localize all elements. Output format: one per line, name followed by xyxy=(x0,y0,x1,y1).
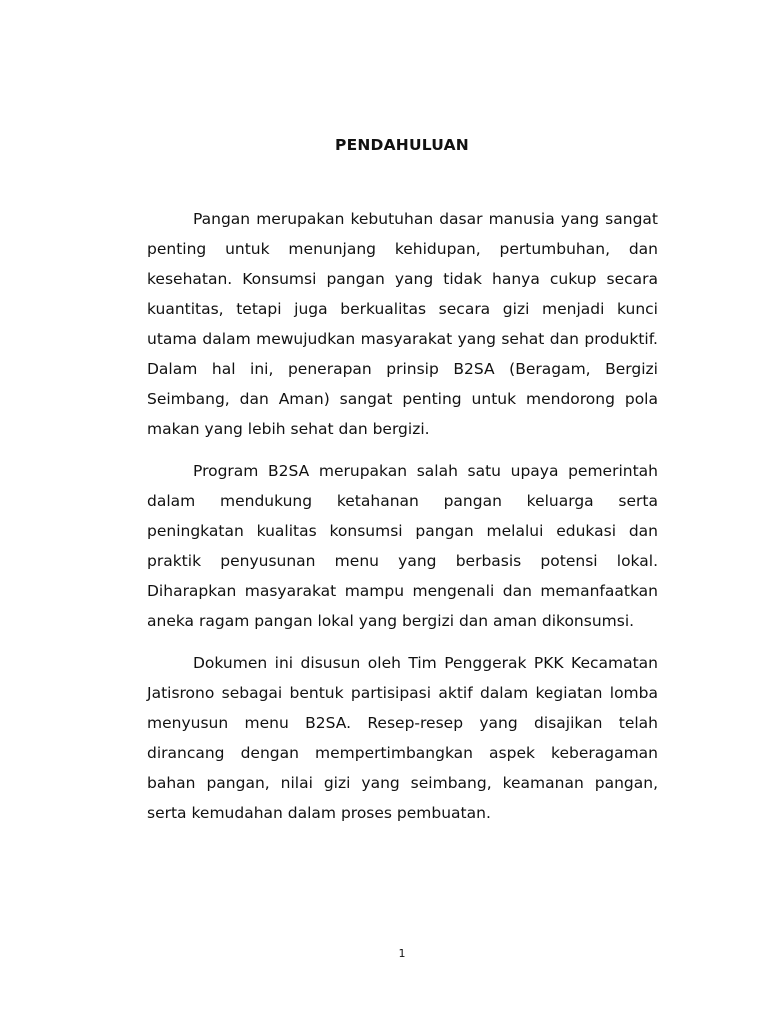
page-title: PENDAHULUAN xyxy=(335,136,469,154)
paragraph-1: Pangan merupakan kebutuhan dasar manusia yang sangat penting untuk menunjang kehidupan, pertumbuhan, dan kesehatan. Konsumsi pangan yang tidak hanya cukup secara kuantitas, tetapi juga berkualitas secara gizi menjadi kunci utama dalam mewujudkan masyarakat yang sehat dan produktif. Dalam hal ini, penerapan prinsip B2SA (Beragam, Bergizi Seimbang, dan Aman) sangat penting untuk mendorong pola makan yang lebih sehat dan bergizi. xyxy=(147,210,658,438)
page-number: 1 xyxy=(398,947,406,960)
paragraph-3: Dokumen ini disusun oleh Tim Penggerak PKK Kecamatan Jatisrono sebagai bentuk partisipasi aktif dalam kegiatan lomba menyusun menu B2SA. Resep-resep yang disajikan telah dirancang dengan mempertimbangkan aspek keberagaman bahan pangan, nilai gizi yang seimbang, keamanan pangan, serta kemudahan dalam proses pembuatan. xyxy=(147,654,658,822)
paragraph-2: Program B2SA merupakan salah satu upaya pemerintah dalam mendukung ketahanan pangan keluarga serta peningkatan kualitas konsumsi pangan melalui edukasi dan praktik penyusunan menu yang berbasis potensi lokal. Diharapkan masyarakat mampu mengenali dan memanfaatkan aneka ragam pangan lokal yang bergizi dan aman dikonsumsi. xyxy=(147,462,658,630)
body-text xyxy=(147,204,658,840)
